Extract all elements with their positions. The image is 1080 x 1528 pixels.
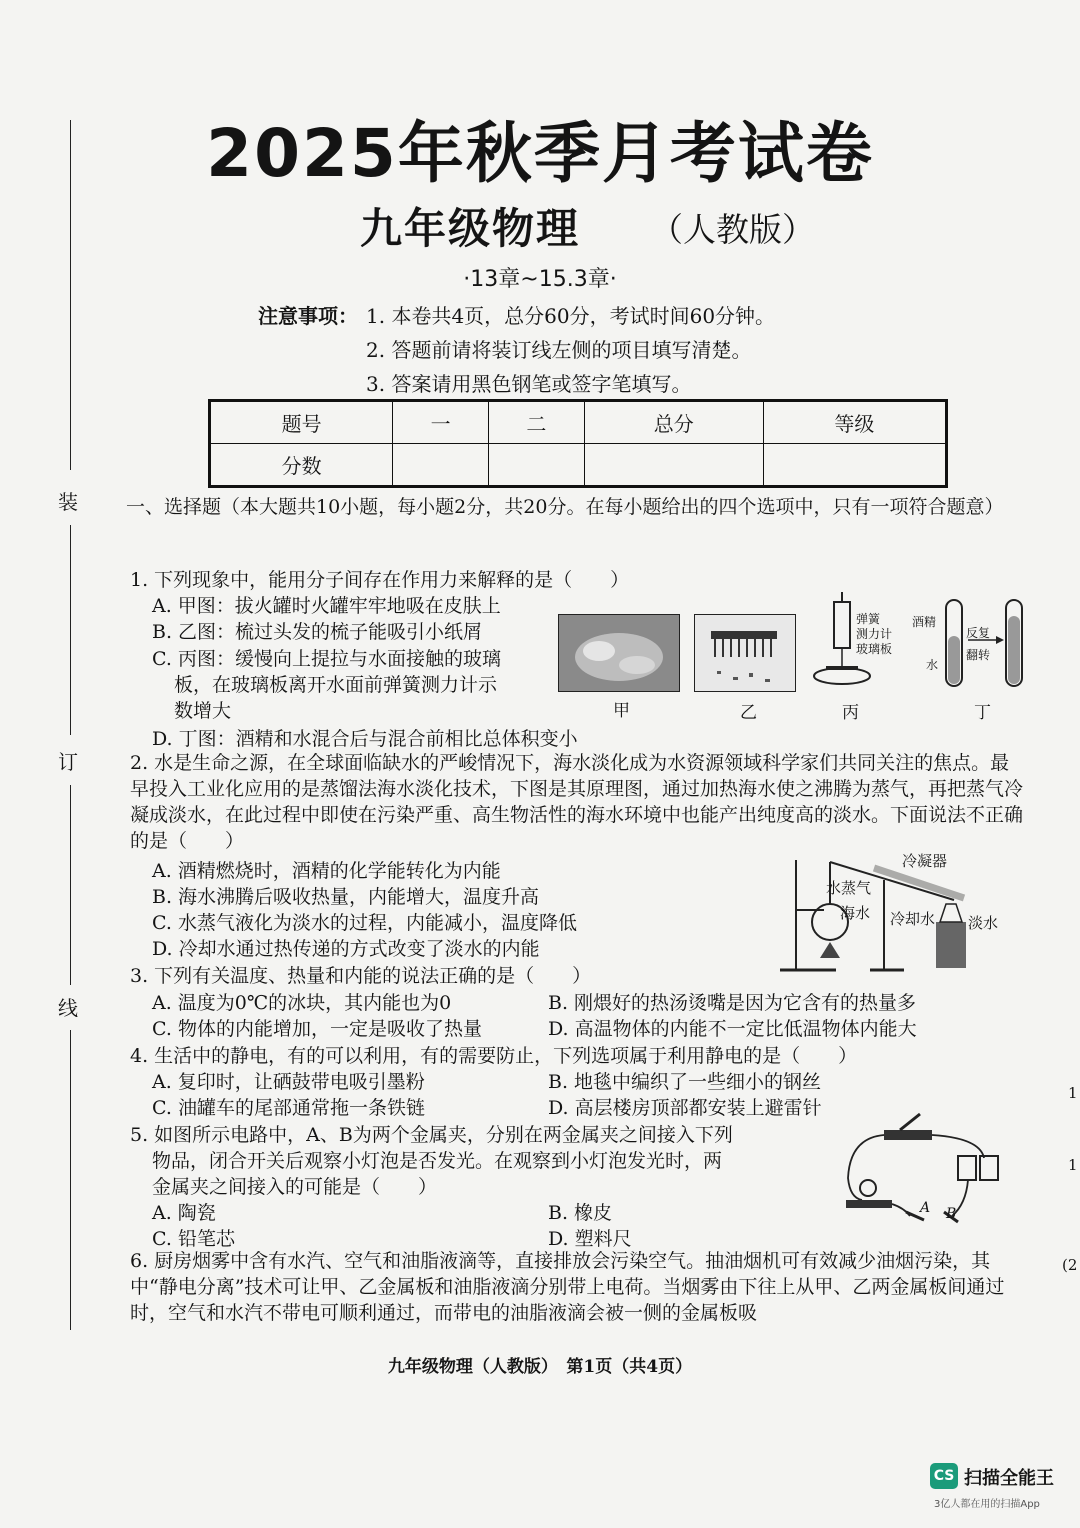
fig-label-fresh-water: 淡水 [968,914,999,932]
section-heading: 一、选择题（本大题共10小题，每小题2分，共20分。在每小题给出的四个选项中，只有一项符合题意） [126,496,1004,518]
clip-label-b: B [946,1206,957,1222]
q5-option-d: D. 塑料尺 [548,1228,632,1250]
q5-stem: 5. 如图所示电路中，A、B为两个金属夹，分别在两金属夹之间接入下列 [130,1124,733,1146]
exam-title: 2025年秋季月考试卷 [206,115,874,192]
edge-mark: (2 [1062,1256,1078,1274]
binding-line [70,120,71,470]
q2-option-b: B. 海水沸腾后吸收热量，内能增大，温度升高 [152,886,540,908]
q3-option-c: C. 物体的内能增加，一定是吸收了热量 [152,1018,482,1040]
score-cell[interactable] [584,444,763,487]
figure-caption-bing: 丙 [842,703,859,723]
binding-line [70,525,71,735]
fig-label-water: 水 [926,658,939,672]
q1-option-c: C. 丙图：缓慢向上提拉与水面接触的玻璃 [152,648,501,670]
table-header-cell: 一 [393,401,489,444]
score-table [208,399,948,488]
clip-label-a: A [920,1200,931,1216]
q1-option-c-line2: 板，在玻璃板离开水面前弹簧测力计示 [174,674,498,696]
edge-mark: 1 [1068,1084,1078,1102]
q2-option-a: A. 酒精燃烧时，酒精的化学能转化为内能 [152,860,501,882]
fig-label-seawater: 海水 [840,904,871,922]
binding-char-ding: 订 [58,750,78,774]
q5-option-c: C. 铅笔芯 [152,1228,235,1250]
q4-option-c: C. 油罐车的尾部通常拖一条铁链 [152,1097,425,1119]
fig-label-cooling-water: 冷却水 [890,910,936,928]
figure-caption-yi: 乙 [740,703,757,723]
scanner-tagline: 3亿人都在用的扫描App [934,1499,1040,1510]
fig-label-meter: 测力计 [856,627,893,641]
figure-jia-photo [558,614,680,692]
score-cell[interactable] [393,444,489,487]
notes-label: 注意事项： [258,304,358,328]
q4-option-b: B. 地毯中编织了一些细小的钢丝 [548,1071,822,1093]
q1-option-c-line3: 数增大 [174,700,232,722]
table-header-cell: 总分 [584,401,763,444]
q2-option-d: D. 冷却水通过热传递的方式改变了淡水的内能 [152,938,540,960]
edge-mark: 1 [1068,1156,1078,1174]
q3-option-d: D. 高温物体的内能不一定比低温物体内能大 [548,1018,917,1040]
table-header-cell: 题号 [210,401,393,444]
fig-label-condenser: 冷凝器 [902,852,948,870]
note-item-3: 3. 答案请用黑色钢笔或签字笔填写。 [366,372,692,396]
figure-yi-photo [694,614,796,692]
q1-option-b: B. 乙图：梳过头发的梳子能吸引小纸屑 [152,621,483,643]
page-footer: 九年级物理（人教版） 第1页（共4页） [387,1357,693,1377]
q3-option-a: A. 温度为0℃的冰块，其内能也为0 [152,992,452,1014]
table-header-cell: 等级 [763,401,946,444]
spring-scale-labels [856,612,892,657]
hand-photo-icon [559,615,679,691]
q6-stem: 6. 厨房烟雾中含有水汽、空气和油脂液滴等，直接排放会污染空气。抽油烟机可有效减少油烟污染，其中“静电分离”技术可让甲、乙金属板和油脂液滴分别带上电荷。当烟雾由下往上从甲、乙两金属板间通过时，空气和水汽不带电可顺利通过，而带电的油脂液滴会被一侧的金属板吸 [130,1250,1005,1324]
q5-option-b: B. 橡皮 [548,1202,613,1224]
fig-label-flip: 翻转 [966,648,991,662]
table-row-label: 分数 [210,444,393,487]
q1-stem: 1. 下列现象中，能用分子间存在作用力来解释的是（ ） [130,569,630,591]
q3-stem: 3. 下列有关温度、热量和内能的说法正确的是（ ） [130,965,592,987]
fig-label-alcohol: 酒精 [912,615,937,629]
test-tube-diagram-icon [940,596,1030,694]
score-cell[interactable] [488,444,584,487]
note-item-2: 2. 答题前请将装订线左侧的项目填写清楚。 [366,338,752,362]
fig-label-vapor: 水蒸气 [826,879,872,897]
q5-stem-line3: 金属夹之间接入的可能是（ ） [152,1176,438,1198]
note-item-1: 1. 本卷共4页，总分60分，考试时间60分钟。 [366,304,776,328]
scanner-app-name: 扫描全能王 [964,1468,1054,1489]
fig-label-repeat: 反复 [966,626,991,640]
q5-stem-line2: 物品，闭合开关后观察小灯泡是否发光。在观察到小灯泡发光时，两 [152,1150,723,1172]
figure-caption-jia: 甲 [613,701,630,721]
fig-label-glass: 玻璃板 [856,642,893,656]
distillation-apparatus-icon [774,840,1014,974]
chapter-range: ·13章~15.3章· [463,267,617,292]
q4-stem: 4. 生活中的静电，有的可以利用，有的需要防止，下列选项属于利用静电的是（ ） [130,1045,858,1067]
q1-option-a: A. 甲图：拔火罐时火罐牢牢地吸在皮肤上 [152,595,501,617]
figure-caption-ding: 丁 [974,703,991,723]
q5-option-a: A. 陶瓷 [152,1202,216,1224]
scanner-logo-icon: CS [930,1463,958,1489]
q2-option-c: C. 水蒸气液化为淡水的过程，内能减小，温度降低 [152,912,577,934]
binding-char-zhuang: 装 [58,490,78,514]
binding-line [70,785,71,985]
q1-option-d: D. 丁图：酒精和水混合后与混合前相比总体积变小 [152,728,578,750]
score-cell[interactable] [763,444,946,487]
fig-label-spring: 弹簧 [856,612,881,626]
q4-option-d: D. 高层楼房顶部都安装上避雷针 [548,1097,822,1119]
binding-char-xian: 线 [58,996,78,1020]
q4-option-a: A. 复印时，让硒鼓带电吸引墨粉 [152,1071,425,1093]
exam-subtitle: 九年级物理 [360,204,581,253]
exam-edition: （人教版） [650,210,815,249]
q2-stem: 2. 水是生命之源，在全球面临缺水的严峻情况下，海水淡化成为水资源领域科学家们共同关注的焦点。最早投入工业化应用的是蒸馏法海水淡化技术，下图是其原理图，通过加热海水使之沸腾为蒸气，再把蒸气冷凝成淡水，在此过程中即使在污染严重、高生物活性的海水环境中也能产出纯度高的淡水。下面说法不正确的是（ ） [130,752,1024,852]
q3-option-b: B. 刚煨好的热汤烫嘴是因为它含有的热量多 [548,992,917,1014]
table-header-cell: 二 [488,401,584,444]
comb-icon [695,615,795,691]
binding-line [70,1030,71,1330]
